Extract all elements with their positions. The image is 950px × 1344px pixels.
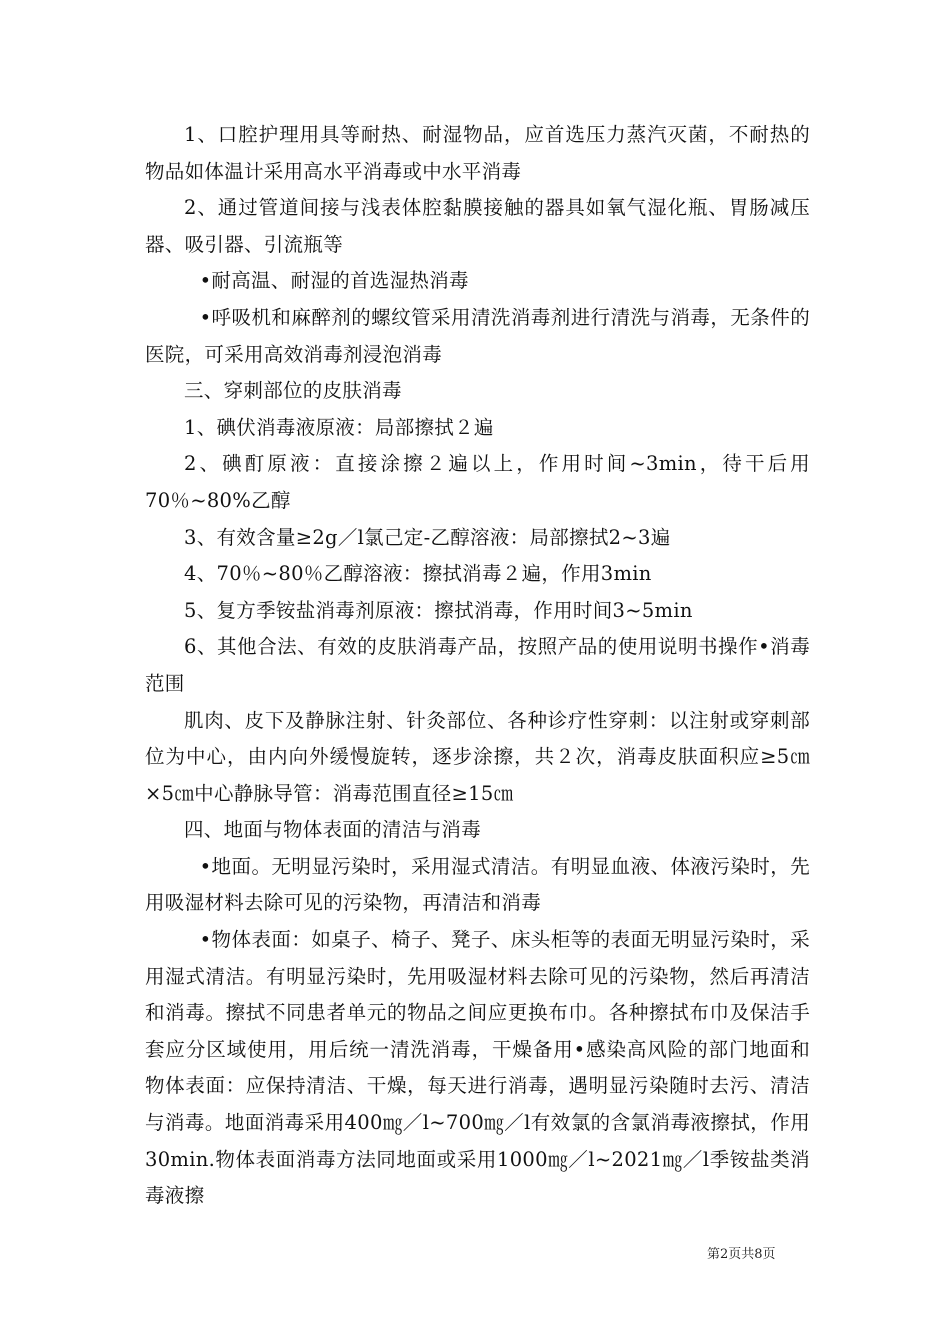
bullet-paragraph: •物体表面：如桌子、椅子、凳子、床头柜等的表面无明显污染时，采用湿式清洁。有明显污染时，先用吸湿材料去除可见的污染物，然后再清洁和消毒。擦拭不同患者单元的物品之间应更换布巾。各种擦拭布巾及保洁手套应分区域使用，用后统一清洗消毒，干燥备用•感染高风险的部门地面和物体表面：应保持清洁、干燥，每天进行消毒，遇明显污染随时去污、清洁与消毒。地面消毒采用400㎎／l~700㎎／l有效氯的含氯消毒液擦拭，作用30min.物体表面消毒方法同地面或采用1000㎎／l~2021㎎／l季铵盐类消毒液擦 bbox=[145, 928, 810, 1208]
document-body bbox=[145, 117, 810, 1215]
paragraph: 2、通过管道间接与浅表体腔黏膜接触的器具如氧气湿化瓶、胃肠减压器、吸引器、引流瓶等 bbox=[145, 196, 810, 256]
bullet-paragraph: •耐高温、耐湿的首选湿热消毒 bbox=[199, 269, 469, 293]
paragraph: 1、口腔护理用具等耐热、耐湿物品，应首选压力蒸汽灭菌，不耐热的物品如体温计采用高水平消毒或中水平消毒 bbox=[145, 123, 810, 183]
paragraph: 6、其他合法、有效的皮肤消毒产品，按照产品的使用说明书操作•消毒范围 bbox=[145, 635, 810, 695]
bullet-paragraph: •呼吸机和麻醉剂的螺纹管采用清洗消毒剂进行清洗与消毒，无条件的医院，可采用高效消毒剂浸泡消毒 bbox=[145, 305, 810, 366]
paragraph: 2、碘酊原液：直接涂擦２遍以上，作用时间~3min，待干后用70％~80%乙醇 bbox=[145, 452, 810, 512]
paragraph: 肌肉、皮下及静脉注射、针灸部位、各种诊疗性穿刺：以注射或穿刺部位为中心，由内向外缓慢旋转，逐步涂擦，共２次，消毒皮肤面积应≥5㎝×5㎝中心静脉导管：消毒范围直径≥15㎝ bbox=[145, 708, 810, 805]
page-number: 第2页共8页 bbox=[707, 1247, 776, 1262]
paragraph: 1、碘伏消毒液原液：局部擦拭２遍 bbox=[184, 415, 494, 439]
paragraph: 3、有效含量≥2g／l氯己定-乙醇溶液：局部擦拭2~3遍 bbox=[184, 525, 671, 549]
paragraph: 4、70％~80％乙醇溶液：擦拭消毒２遍，作用3min bbox=[184, 562, 652, 586]
paragraph: 5、复方季铵盐消毒剂原液：擦拭消毒，作用时间3~5min bbox=[184, 598, 693, 622]
section-heading: 四、地面与物体表面的清洁与消毒 bbox=[184, 818, 482, 842]
bullet-paragraph: •地面。无明显污染时，采用湿式清洁。有明显血液、体液污染时，先用吸湿材料去除可见的污染物，再清洁和消毒 bbox=[145, 854, 810, 915]
section-heading: 三、穿刺部位的皮肤消毒 bbox=[184, 379, 402, 403]
